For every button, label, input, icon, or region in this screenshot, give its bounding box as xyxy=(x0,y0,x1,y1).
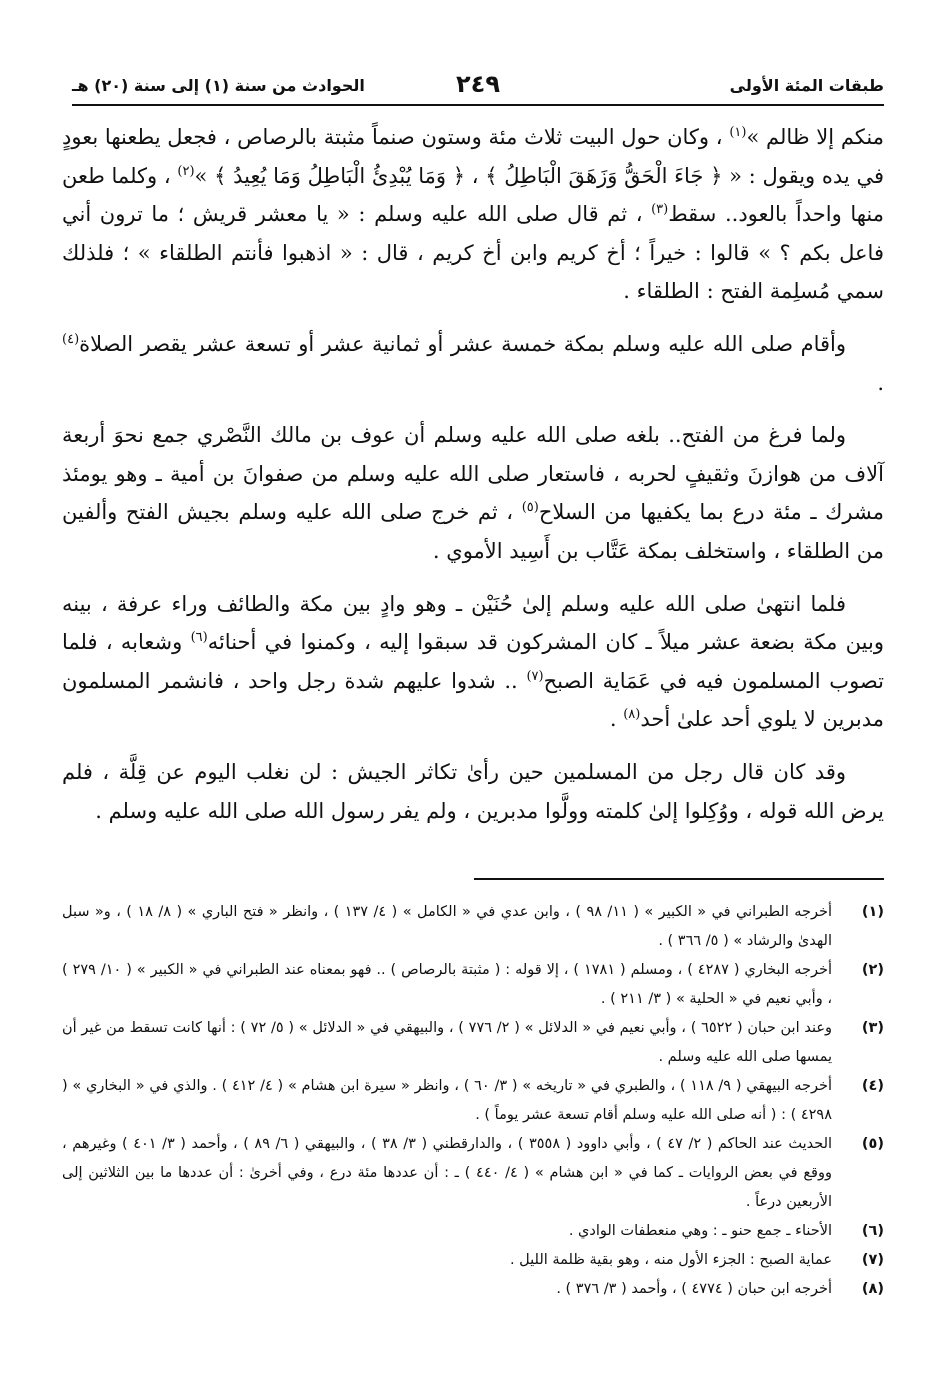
text-segment: ، وكلما طعن منها واحداً بالعود.. سقط xyxy=(62,163,884,227)
footnote-ref[interactable]: (١) xyxy=(729,125,747,140)
footnote-ref[interactable]: (٨) xyxy=(623,707,641,723)
footnote xyxy=(62,956,884,1014)
text-segment: ولما فرغ من الفتح.. بلغه صلى الله عليه وسلم أن عوف بن مالك النَّصْري جمع نحوَ أربعة آلاف من هوازنَ وثقيفٍ لحربه ، فاستعار صلى الله عليه وسلم من صفوانَ بن أمية ـ وهو يومئذ مشرك ـ مئة درع بما يكفيها من السلاح xyxy=(62,423,885,525)
main-text xyxy=(62,118,884,844)
text-segment: وأقام صلى الله عليه وسلم بمكة خمسة عشر أو ثمانية عشر أو تسعة عشر يقصر الصلاة xyxy=(79,331,846,356)
text-segment: . xyxy=(877,370,884,395)
footnote xyxy=(62,1130,884,1217)
text-segment: فلما انتهىٰ صلى الله عليه وسلم إلىٰ حُنَيْن ـ وهو وادٍ بين مكة والطائف وراء عرفة ، بينه وبين مكة بضعة عشر ميلاً ـ كان المشركون قد سبقوا إليه ، وكمنوا في أحنائه xyxy=(62,591,884,655)
footnote xyxy=(62,1072,884,1130)
footnote-number: (٨) xyxy=(861,1281,884,1297)
footnote xyxy=(62,1014,884,1072)
footnote-text: عماية الصبح : الجزء الأول منه ، وهو بقية ظلمة الليل . xyxy=(509,1252,832,1268)
page-header xyxy=(72,72,884,106)
footnote-text: وعند ابن حبان ( ٦٥٢٢ ) ، وأبي نعيم في « الدلائل » ( ٢/ ٧٧٦ ) ، والبيهقي في « الدلائل » ( ٥/ ٧٢ ) : أنها كانت تسقط من غير أن يمسها صلى الله عليه وسلم . xyxy=(62,1020,832,1065)
footnote-text: أخرجه ابن حبان ( ٤٧٧٤ ) ، وأحمد ( ٣/ ٣٧٦ ) . xyxy=(556,1281,832,1297)
text-segment: منكم إلا ظالم » xyxy=(746,125,884,149)
header-rule xyxy=(72,104,884,106)
chapter-title: الحوادث من سنة (١) إلى سنة (٢٠) هـ xyxy=(72,76,365,95)
footnote xyxy=(62,1246,884,1275)
paragraph-2 xyxy=(62,325,884,402)
text-segment: ، وكان حول البيت ثلاث مئة وستون صنماً مثبتة بالرصاص ، فجعل يطعنها بعودٍ في يده ويقول : « ﴿ جَاءَ الْحَقُّ وَزَهَقَ الْبَاطِلُ ﴾ ، ﴿ وَمَا يُبْدِئُ الْبَاطِلُ وَمَا يُعِيدُ ﴾ » xyxy=(62,125,885,188)
footnote-ref[interactable]: (٣) xyxy=(651,202,669,218)
footnote xyxy=(62,898,884,956)
footnote-number: (٥) xyxy=(861,1136,884,1152)
text-segment: ، ثم قال صلى الله عليه وسلم : « يا معشر قريش ؛ ما ترون أني فاعل بكم ؟ » قالوا : خيراً ؛ أخ كريم وابن أخ كريم ، قال : « اذهبوا فأنتم الطلقاء » ؛ فلذلك سمي مُسلِمة الفتح : الطلقاء . xyxy=(62,202,884,304)
footnote xyxy=(62,1217,884,1246)
footnote-number: (١) xyxy=(861,904,884,920)
footnote-text: الحديث عند الحاكم ( ٢/ ٤٧ ) ، وأبي داوود ( ٣٥٥٨ ) ، والدارقطني ( ٣/ ٣٨ ) ، والبيهقي ( ٦/ ٨٩ ) ، وأحمد ( ٣/ ٤٠١ ) وغيرهم ، ووقع في بعض الروايات ـ كما في « ابن هشام » ( ٤/ ٤٤٠ ) ـ : أن عددها مئة درع ، وفي أخرىٰ : أن عددها ما بين الثلاثين إلى الأربعين درعاً . xyxy=(62,1136,833,1210)
footnote-text: الأحناء ـ جمع حنو ـ : وهي منعطفات الوادي . xyxy=(568,1223,832,1239)
footnote-number: (٤) xyxy=(861,1078,884,1094)
paragraph-5 xyxy=(62,753,884,830)
text-segment: وقد كان قال رجل من المسلمين حين رأىٰ تكاثر الجيش : لن نغلب اليوم عن قِلَّة ، فلم يرض الله قوله ، ووُكِلوا إلىٰ كلمته وولَّوا مدبرين ، ولم يفر رسول الله صلى الله عليه وسلم . xyxy=(62,759,884,823)
paragraph-4 xyxy=(62,585,884,739)
footnote-text: أخرجه البخاري ( ٤٢٨٧ ) ، ومسلم ( ١٧٨١ ) ، إلا قوله : ( مثبتة بالرصاص ) .. فهو بمعناه عند الطبراني في « الكبير » ( ١٠/ ٢٧٩ ) ، وأبي نعيم في « الحلية » ( ٣/ ٢١١ ) . xyxy=(62,962,833,1007)
footnote-number: (٣) xyxy=(861,1020,884,1036)
book-title: طبقات المئة الأولى xyxy=(729,76,884,95)
text-segment: وشعابه ، فلما تصوب المسلمون فيه في عَمَاية الصبح xyxy=(62,630,884,693)
footnote-text: أخرجه الطبراني في « الكبير » ( ١١/ ٩٨ ) ، وابن عدي في « الكامل » ( ٤/ ١٣٧ ) ، وانظر « فتح الباري » ( ٨/ ١٨ ) ، و« سبل الهدىٰ والرشاد » ( ٥/ ٣٦٦ ) . xyxy=(62,904,833,949)
page-number: ٢٤٩ xyxy=(456,70,500,98)
footnotes xyxy=(62,898,884,1304)
footnote-ref[interactable]: (٧) xyxy=(526,668,544,684)
paragraph-3 xyxy=(62,416,884,570)
text-segment: .. شدوا عليهم شدة رجل واحد ، فانشمر المسلمون مدبرين لا يلوي أحد علىٰ أحد xyxy=(62,668,884,732)
footnote-ref[interactable]: (٤) xyxy=(62,331,80,347)
footnote-ref[interactable]: (٦) xyxy=(190,630,208,646)
text-segment: ، ثم خرج صلى الله عليه وسلم بجيش الفتح وألفين من الطلقاء ، واستخلف بمكة عَتَّاب بن أَسِيد الأموي . xyxy=(62,500,884,563)
footnote-ref[interactable]: (٥) xyxy=(521,500,539,516)
text-segment: . xyxy=(609,707,624,732)
footnote-text: أخرجه البيهقي ( ٩/ ١١٨ ) ، والطبري في « تاريخه » ( ٣/ ٦٠ ) ، وانظر « سيرة ابن هشام » ( ٤/ ٤١٢ ) . والذي في « البخاري » ( ٤٢٩٨ ) : ( أنه صلى الله عليه وسلم أقام تسعة عشر يوماً ) . xyxy=(62,1078,833,1123)
paragraph-1 xyxy=(62,118,884,311)
footnote-number: (٧) xyxy=(861,1252,884,1268)
footnote-number: (٢) xyxy=(861,962,884,978)
footnote-number: (٦) xyxy=(861,1223,884,1239)
footnote xyxy=(62,1275,884,1304)
footnote-separator xyxy=(474,878,884,880)
footnote-ref[interactable]: (٢) xyxy=(177,163,195,179)
